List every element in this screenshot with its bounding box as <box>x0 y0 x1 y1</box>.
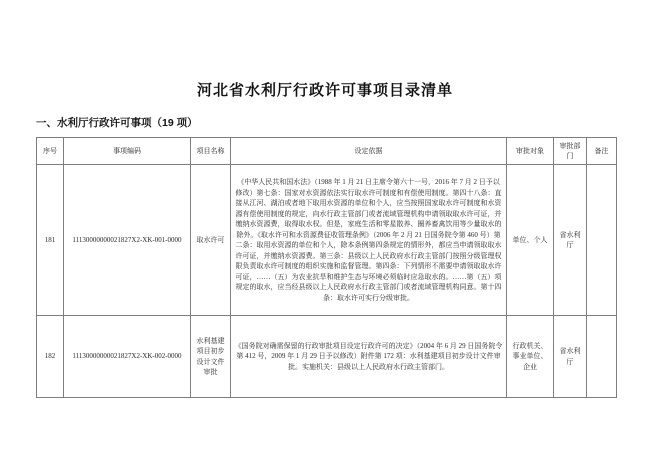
cell-target: 单位、个人 <box>507 165 554 316</box>
table-row <box>37 165 617 316</box>
cell-basis: 《中华人民共和国水法》（1988 年 1 月 21 日主席令第六十一号，2016 年 7 月 2 日予以修改）第七条：国家对水资源依法实行取水许可制度和有偿使用制度。第四十八条：直接从江河、湖泊或者地下取用水资源的单位和个人，应当按照国家取水许可制度和水资源有偿使用制度的规定，向水行政主管部门或者流域管理机构申请领取取水许可证，并缴纳水资源费，取得取水权。但是，家庭生活和零星散养、圈养畜禽饮用等少量取水的除外。《取水许可和水资源费征收管理条例》（2006 年 2 月 21 日国务院令第 460 号）第二条：取用水资源的单位和个人，除本条例第四条规定的情形外，都应当申请领取取水许可证，并缴纳水资源费。第三条：县级以上人民政府水行政主管部门按照分级管理权限负责取水许可制度的组织实施和监督管理。第四条：下列情形不需要申请领取取水许可证，……（五）为农业抗旱和维护生态与环境必须临时应急取水的。……第（五）项规定的取水，应当经县级以上人民政府水行政主管部门或者流域管理机构同意。第十四条：取水许可实行分级审批。 <box>231 165 507 316</box>
header-note: 备注 <box>587 138 617 165</box>
header-target: 审批对象 <box>507 138 554 165</box>
header-basis: 设定依据 <box>231 138 507 165</box>
cell-seq: 182 <box>37 316 64 398</box>
table-header-row <box>37 138 617 165</box>
cell-seq: 181 <box>37 165 64 316</box>
cell-name: 水利基建项目初步设计文件审批 <box>191 316 231 398</box>
cell-name: 取水许可 <box>191 165 231 316</box>
page-title: 河北省水利厅行政许可事项目录清单 <box>196 83 453 99</box>
cell-basis: 《国务院对确需保留的行政审批项目设定行政许可的决定》（2004 年 6 月 29 日国务院令第 412 号，2009 年 1 月 29 日予以修改）附件第 172 项：水利基建项目初步设计文件审批。实施机关：县级以上人民政府水行政主管部门。 <box>231 316 507 398</box>
section-heading: 一、水利厅行政许可事项（19 项） <box>36 117 198 129</box>
cell-note <box>587 165 617 316</box>
cell-note <box>587 316 617 398</box>
cell-target: 行政机关、事业单位、企业 <box>507 316 554 398</box>
header-department: 审批部门 <box>554 138 587 165</box>
header-seq: 序号 <box>37 138 64 165</box>
cell-department: 省水利厅 <box>554 316 587 398</box>
header-code: 事项编码 <box>64 138 191 165</box>
cell-code: 11130000000021827X2-XK-001-0000 <box>64 165 191 316</box>
licensing-items-table <box>36 137 617 398</box>
table-row <box>37 316 617 398</box>
header-name: 项目名称 <box>191 138 231 165</box>
cell-code: 11130000000021827X2-XK-002-0000 <box>64 316 191 398</box>
cell-department: 省水利厅 <box>554 165 587 316</box>
